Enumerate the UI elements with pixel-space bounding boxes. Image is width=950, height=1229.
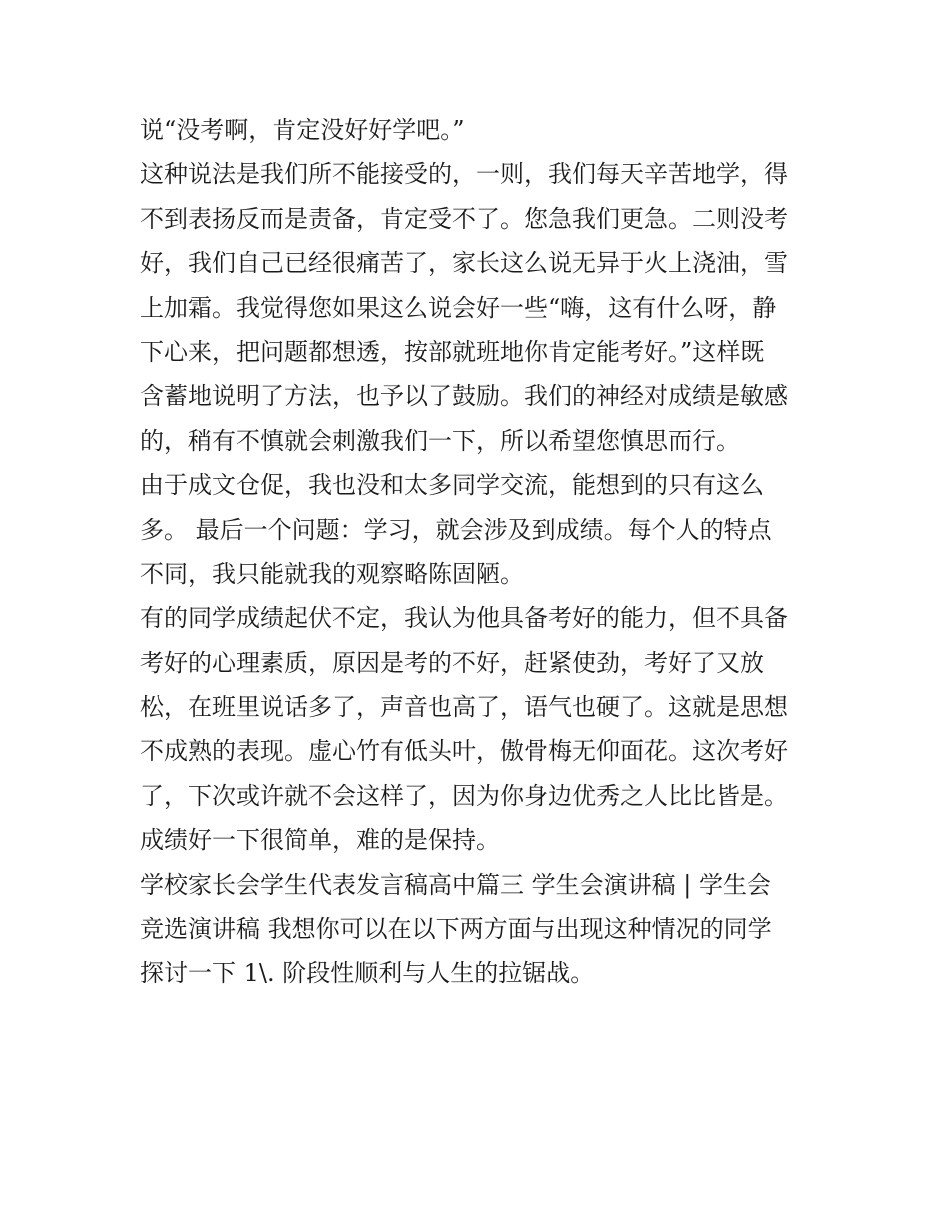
document-body <box>140 108 820 996</box>
text-line: 松，在班里说话多了，声音也高了，语气也硬了。这就是思想 <box>140 693 788 722</box>
text-line: 好，我们自己已经很痛苦了，家长这么说无异于火上浇油，雪 <box>140 249 788 278</box>
text-line: 含蓄地说明了方法，也予以了鼓励。我们的神经对成绩是敏感 <box>140 382 788 411</box>
text-line: 由于成文仓促，我也没和太多同学交流，能想到的只有这么 <box>140 471 764 500</box>
text-line: 的，稍有不慎就会刺激我们一下，所以希望您慎思而行。 <box>140 426 740 455</box>
text-line: 这种说法是我们所不能接受的，一则，我们每天辛苦地学，得 <box>140 160 788 189</box>
text-line: 不成熟的表现。虚心竹有低头叶，傲骨梅无仰面花。这次考好 <box>140 737 788 766</box>
text-line: 有的同学成绩起伏不定，我认为他具备考好的能力，但不具备 <box>140 604 788 633</box>
text-line: 了，下次或许就不会这样了，因为你身边优秀之人比比皆是。 <box>140 781 788 810</box>
text-line: 说“没考啊，肯定没好好学吧。” <box>140 116 465 144</box>
text-line: 不到表扬反而是责备，肯定受不了。您急我们更急。二则没考 <box>140 204 788 233</box>
text-line: 成绩好一下很简单，难的是保持。 <box>140 826 500 855</box>
text-line: 探讨一下 1\. 阶段性顺利与人生的拉锯战。 <box>140 959 595 988</box>
text-line: 不同，我只能就我的观察略陈固陋。 <box>140 559 524 588</box>
text-line: 竞选演讲稿 我想你可以在以下两方面与出现这种情况的同学 <box>140 915 772 944</box>
text-line: 下心来，把问题都想透，按部就班地你肯定能考好。”这样既 <box>140 337 765 366</box>
text-line: 多。 最后一个问题：学习，就会涉及到成绩。每个人的特点 <box>140 515 772 544</box>
text-line: 上加霜。我觉得您如果这么说会好一些“嗨，这有什么呀，静 <box>140 293 777 322</box>
text-line: 学校家长会学生代表发言稿高中篇三 学生会演讲稿 | 学生会 <box>140 870 771 899</box>
text-line: 考好的心理素质，原因是考的不好，赶紧使劲，考好了又放 <box>140 648 764 677</box>
